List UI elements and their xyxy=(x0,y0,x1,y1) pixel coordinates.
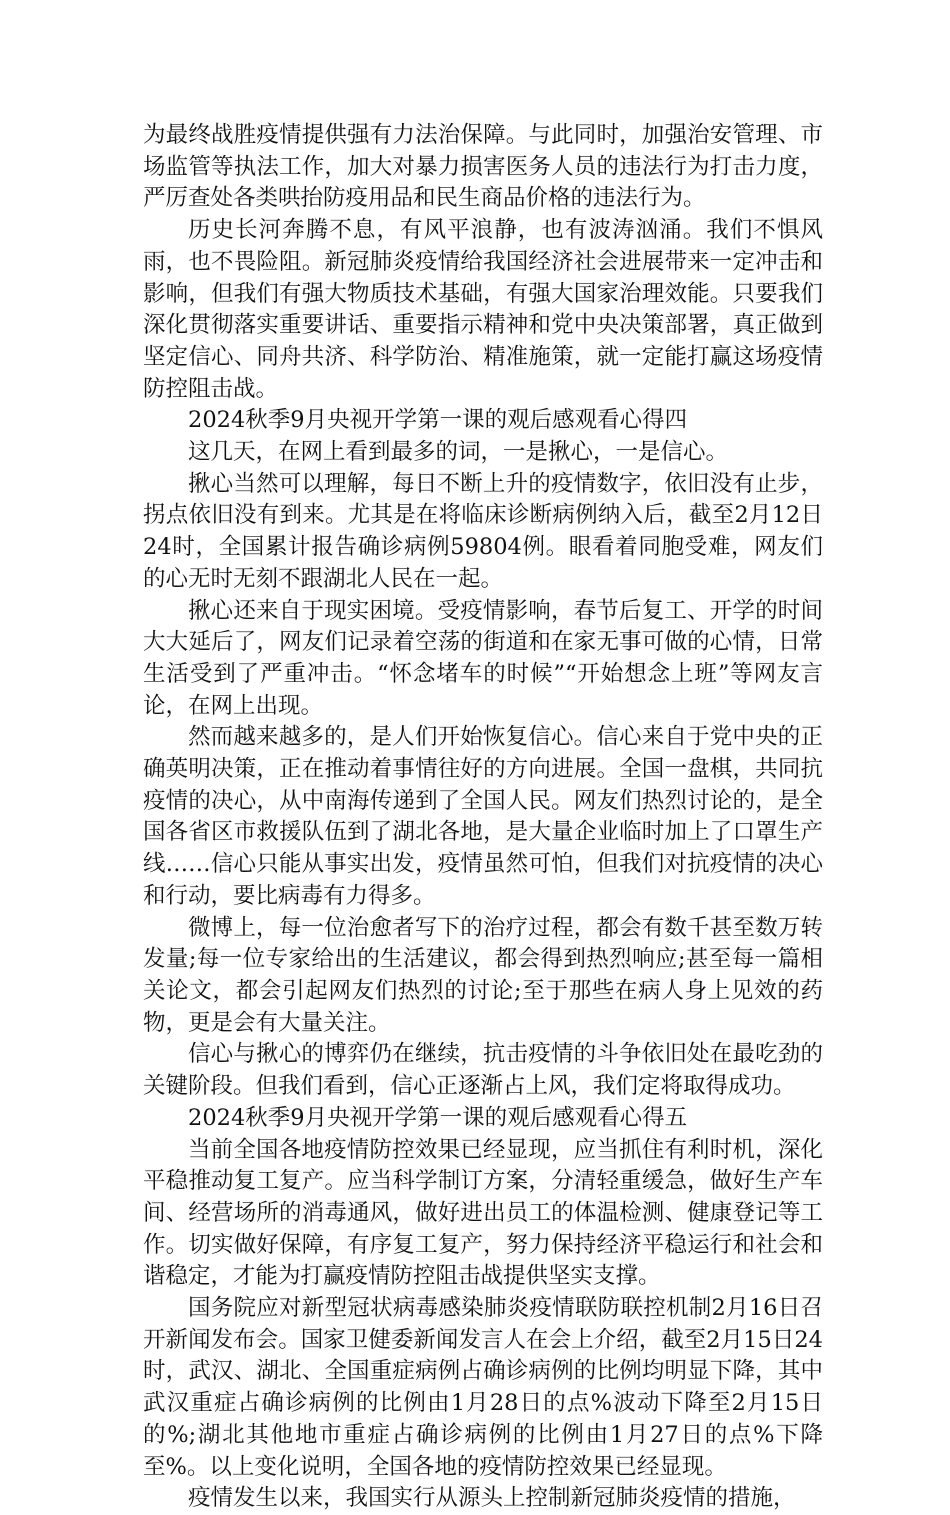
paragraph: 微博上，每一位治愈者写下的治疗过程，都会有数千甚至数万转发量;每一位专家给出的生活建议，都会得到热烈响应;甚至每一篇相关论文，都会引起网友们热烈的讨论;至于那些在病人身上见效的药物，更是会有大量关注。 xyxy=(143,914,823,1036)
paragraph: 揪心还来自于现实困境。受疫情影响，春节后复工、开学的时间大大延后了，网友们记录着空荡的街道和在家无事可做的心情，日常生活受到了严重冲击。“怀念堵车的时候”“开始想念上班”等网友言论，在网上出现。 xyxy=(143,597,823,719)
paragraph: 历史长河奔腾不息，有风平浪静，也有波涛汹涌。我们不惧风雨，也不畏险阻。新冠肺炎疫情给我国经济社会进展带来一定冲击和影响，但我们有强大物质技术基础，有强大国家治理效能。只要我们深化贯彻落实重要讲话、重要指示精神和党中央决策部署，真正做到坚定信心、同舟共济、科学防治、精准施策，就一定能打赢这场疫情防控阻击战。 xyxy=(143,217,823,402)
section-heading-5: 2024秋季9月央视开学第一课的观后感观看心得五 xyxy=(188,1104,688,1131)
paragraph: 疫情发生以来，我国实行从源头上控制新冠肺炎疫情的措施， xyxy=(188,1485,796,1512)
paragraph-continuation: 为最终战胜疫情提供强有力法治保障。与此同时，加强治安管理、市场监管等执法工作，加大对暴力损害医务人员的违法行为打击力度，严厉查处各类哄抬防疫用品和民生商品价格的违法行为。 xyxy=(143,122,823,212)
section-heading-4: 2024秋季9月央视开学第一课的观后感观看心得四 xyxy=(188,407,688,434)
paragraph: 当前全国各地疫情防控效果已经显现，应当抓住有利时机，深化平稳推动复工复产。应当科学制订方案，分清轻重缓急，做好生产车间、经营场所的消毒通风，做好进出员工的体温检测、健康登记等工作。切实做好保障，有序复工复产，努力保持经济平稳运行和社会和谐稳定，才能为打赢疫情防控阻击战提供坚实支撑。 xyxy=(143,1136,823,1290)
paragraph: 揪心当然可以理解，每日不断上升的疫情数字，依旧没有止步，拐点依旧没有到来。尤其是在将临床诊断病例纳入后，截至2月12日24时，全国累计报告确诊病例59804例。眼看着同胞受难，网友们的心无时无刻不跟湖北人民在一起。 xyxy=(143,470,823,592)
document-body xyxy=(143,120,823,1515)
paragraph: 然而越来越多的，是人们开始恢复信心。信心来自于党中央的正确英明决策，正在推动着事情往好的方向进展。全国一盘棋，共同抗疫情的决心，从中南海传递到了全国人民。网友们热烈讨论的，是全国各省区市救援队伍到了湖北各地，是大量企业临时加上了口罩生产线……信心只能从事实出发，疫情虽然可怕，但我们对抗疫情的决心和行动，要比病毒有力得多。 xyxy=(143,724,823,909)
paragraph: 信心与揪心的博弈仍在继续，抗击疫情的斗争依旧处在最吃劲的关键阶段。但我们看到，信心正逐渐占上风，我们定将取得成功。 xyxy=(143,1041,823,1100)
paragraph: 这几天，在网上看到最多的词，一是揪心，一是信心。 xyxy=(188,439,729,466)
paragraph: 国务院应对新型冠状病毒感染肺炎疫情联防联控机制2月16日召开新闻发布会。国家卫健委新闻发言人在会上介绍，截至2月15日24时，武汉、湖北、全国重症病例占确诊病例的比例均明显下降，其中武汉重症占确诊病例的比例由1月28日的点%波动下降至2月15日的%;湖北其他地市重症占确诊病例的比例由1月27日的点%下降至%。以上变化说明，全国各地的疫情防控效果已经显现。 xyxy=(143,1295,823,1480)
